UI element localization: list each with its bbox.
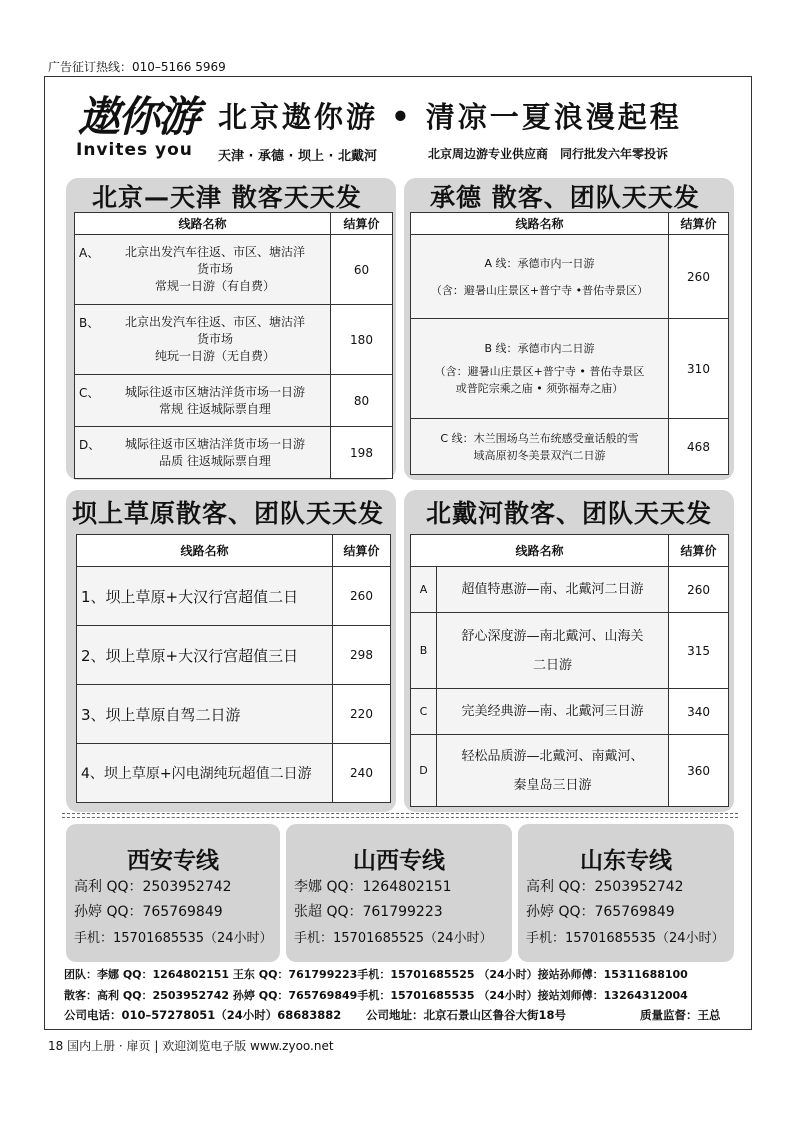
footer-team: 团队：李娜 QQ：1264802151 王东 QQ：761799223手机：15701685525 （24小时）接站孙师傅：15311688100 xyxy=(64,968,688,981)
contact-line: 李娜 QQ：1264802151 xyxy=(294,879,452,895)
col-route: 线路名称 xyxy=(411,535,669,567)
footer-individual: 散客：高利 QQ：2503952742 孙婷 QQ：765769849手机：15701685535 （24小时）接站刘师傅：13264312004 xyxy=(64,989,688,1002)
table-row: A 线：承德市内一日游 （含：避暑山庄景区+普宁寺 •普佑寺景区） 260 xyxy=(411,235,729,319)
page-title: 北京遨你游 • 清凉一夏浪漫起程 xyxy=(218,100,682,134)
price: 298 xyxy=(333,626,391,685)
price: 340 xyxy=(669,689,729,735)
footer-address: 公司地址：北京石景山区鲁谷大街18号 xyxy=(366,1008,567,1022)
table-row: C 线：木兰围场乌兰布统感受童话般的雪 域高原初冬美景双汽二日游 468 xyxy=(411,419,729,475)
divider xyxy=(62,817,738,818)
special-shandong xyxy=(518,824,734,962)
col-price: 结算价 xyxy=(669,213,729,235)
col-price: 结算价 xyxy=(669,535,729,567)
table-row: B 线：承德市内二日游 （含：避暑山庄景区+普宁寺 • 普佑寺景区 或普陀宗乘之庙 • 须弥福寿之庙） 310 xyxy=(411,319,729,419)
table-tianjin xyxy=(74,212,393,479)
contact-line: 高利 QQ：2503952742 xyxy=(74,879,232,895)
contact-line: 手机：15701685535（24小时） xyxy=(526,931,725,946)
subtitle-slogan: 北京周边游专业供应商 同行批发六年零投诉 xyxy=(428,147,669,161)
price: 180 xyxy=(331,305,393,375)
panel-chengde-title: 承德 散客、团队天天发 xyxy=(430,183,700,212)
price: 468 xyxy=(669,419,729,475)
col-route: 线路名称 xyxy=(411,213,669,235)
table-row: D、 城际往返市区塘沽洋货市场一日游 品质 往返城际票自理 198 xyxy=(75,427,393,479)
subtitle-destinations: 天津 · 承德 · 坝上 · 北戴河 xyxy=(218,149,377,164)
table-row: 4、坝上草原+闪电湖纯玩超值二日游 240 xyxy=(77,744,391,803)
price: 260 xyxy=(669,235,729,319)
contact-line: 高利 QQ：2503952742 xyxy=(526,879,684,895)
col-price: 结算价 xyxy=(331,213,393,235)
page-footer: 18 国内上册 · 扉页 | 欢迎浏览电子版 www.zyoo.net xyxy=(48,1039,334,1053)
col-route: 线路名称 xyxy=(75,213,331,235)
ad-hotline: 广告征订热线：010–5166 5969 xyxy=(48,60,226,74)
table-row: A、 北京出发汽车往返、市区、塘沽洋 货市场 常规一日游（有自费） 60 xyxy=(75,235,393,305)
price: 240 xyxy=(333,744,391,803)
price: 360 xyxy=(669,735,729,807)
footer-phone: 公司电话：010–57278051（24小时）68683882 xyxy=(64,1008,342,1022)
table-row: 2、坝上草原+大汉行宫超值三日 298 xyxy=(77,626,391,685)
table-bashang xyxy=(76,534,391,803)
table-row: D 轻松品质游—北戴河、南戴河、 秦皇岛三日游 360 xyxy=(411,735,729,807)
table-chengde xyxy=(410,212,729,475)
price: 315 xyxy=(669,613,729,689)
contact-line: 孙婷 QQ：765769849 xyxy=(74,904,223,920)
table-row: C 完美经典游—南、北戴河三日游 340 xyxy=(411,689,729,735)
table-row: B 舒心深度游—南北戴河、山海关 二日游 315 xyxy=(411,613,729,689)
price: 220 xyxy=(333,685,391,744)
contact-line: 孙婷 QQ：765769849 xyxy=(526,904,675,920)
special-shanxi xyxy=(286,824,512,962)
logo-english: Invites you xyxy=(76,140,193,160)
divider xyxy=(62,813,738,814)
special-title: 山西专线 xyxy=(353,848,445,874)
col-route: 线路名称 xyxy=(77,535,333,567)
panel-beidaihe-title: 北戴河散客、团队天天发 xyxy=(426,499,713,528)
price: 310 xyxy=(669,319,729,419)
price: 60 xyxy=(331,235,393,305)
panel-tianjin-title: 北京—天津 散客天天发 xyxy=(92,183,362,212)
special-xian xyxy=(66,824,280,962)
price: 80 xyxy=(331,375,393,427)
price: 260 xyxy=(333,567,391,626)
table-row: 3、坝上草原自驾二日游 220 xyxy=(77,685,391,744)
special-title: 山东专线 xyxy=(580,848,672,874)
col-price: 结算价 xyxy=(333,535,391,567)
special-title: 西安专线 xyxy=(127,848,219,874)
table-row: B、 北京出发汽车往返、市区、塘沽洋 货市场 纯玩一日游（无自费） 180 xyxy=(75,305,393,375)
price: 260 xyxy=(669,567,729,613)
table-row: 1、坝上草原+大汉行宫超值二日 260 xyxy=(77,567,391,626)
logo-text: 遨你游 xyxy=(78,92,199,141)
price: 198 xyxy=(331,427,393,479)
footer-supervisor: 质量监督：王总 xyxy=(640,1008,721,1022)
contact-line: 张超 QQ：761799223 xyxy=(294,904,443,920)
contact-line: 手机：15701685525（24小时） xyxy=(294,931,493,946)
table-row: C、 城际往返市区塘沽洋货市场一日游 常规 往返城际票自理 80 xyxy=(75,375,393,427)
panel-bashang-title: 坝上草原散客、团队天天发 xyxy=(72,499,385,528)
contact-line: 手机：15701685535（24小时） xyxy=(74,931,273,946)
table-row: A 超值特惠游—南、北戴河二日游 260 xyxy=(411,567,729,613)
table-beidaihe xyxy=(410,534,729,807)
